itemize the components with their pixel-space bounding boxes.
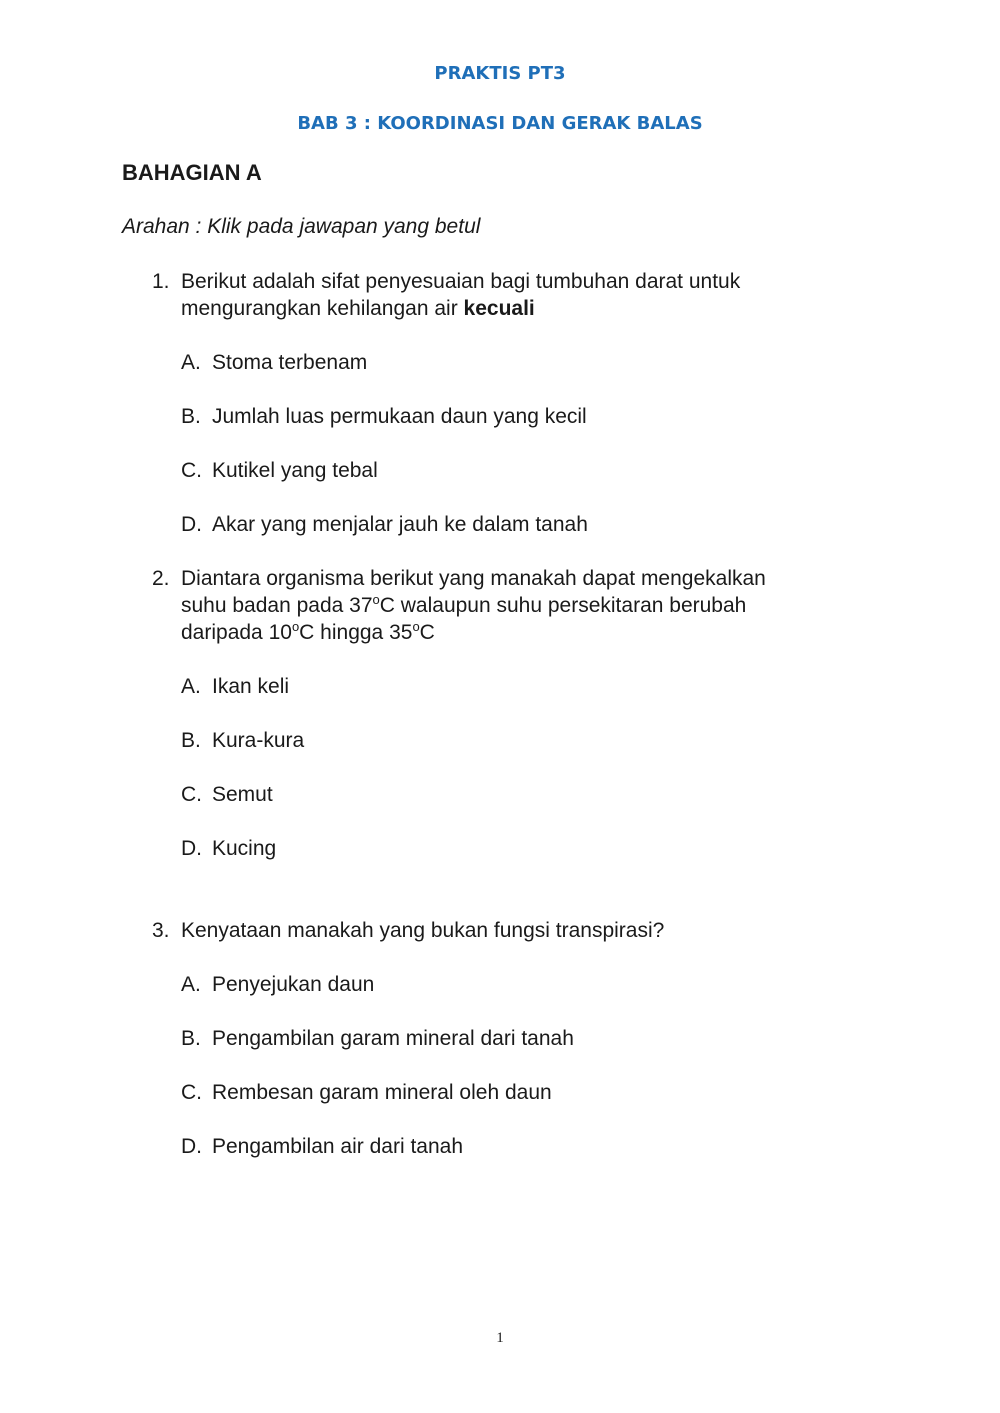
option-text: Jumlah luas permukaan daun yang kecil bbox=[212, 405, 587, 428]
chapter-title: BAB 3 : KOORDINASI DAN GERAK BALAS bbox=[297, 113, 703, 134]
answer-option[interactable] bbox=[181, 835, 276, 862]
option-letter: B. bbox=[181, 405, 201, 428]
option-text: Kutikel yang tebal bbox=[212, 459, 378, 482]
degree-symbol: o bbox=[372, 592, 380, 607]
option-letter: A. bbox=[181, 351, 201, 374]
option-text: Kura-kura bbox=[212, 729, 305, 752]
answer-option[interactable] bbox=[181, 1025, 574, 1052]
option-letter: B. bbox=[181, 729, 201, 752]
option-text: Ikan keli bbox=[212, 675, 290, 698]
option-letter: A. bbox=[181, 675, 201, 698]
instruction-text: Arahan : Klik pada jawapan yang betul bbox=[122, 215, 481, 238]
section-heading: BAHAGIAN A bbox=[122, 160, 262, 185]
option-text: Rembesan garam mineral oleh daun bbox=[212, 1081, 552, 1104]
degree-symbol: o bbox=[291, 619, 300, 634]
question-line-text: mengurangkan kehilangan air bbox=[181, 297, 464, 320]
question-line: Berikut adalah sifat penyesuaian bagi tumbuhan darat untuk bbox=[181, 270, 741, 293]
option-letter: C. bbox=[181, 1081, 202, 1104]
answer-option[interactable] bbox=[181, 403, 587, 430]
question-emphasis: kecuali bbox=[463, 297, 535, 320]
answer-option[interactable] bbox=[181, 727, 304, 754]
option-text: Akar yang menjalar jauh ke dalam tanah bbox=[212, 513, 588, 536]
question-number: 2. bbox=[152, 567, 170, 590]
question-text bbox=[181, 268, 861, 322]
question-line-text: C bbox=[419, 621, 435, 644]
option-text: Pengambilan air dari tanah bbox=[212, 1135, 463, 1158]
option-letter: B. bbox=[181, 1027, 201, 1050]
answer-option[interactable] bbox=[181, 457, 378, 484]
question-line bbox=[181, 592, 861, 619]
answer-option[interactable] bbox=[181, 511, 588, 538]
question-line-text: daripada 10 bbox=[181, 621, 292, 644]
option-text: Penyejukan daun bbox=[212, 973, 375, 996]
answer-option[interactable] bbox=[181, 349, 367, 376]
degree-symbol: o bbox=[412, 619, 420, 634]
option-letter: C. bbox=[181, 783, 202, 806]
question-line: Diantara organisma berikut yang manakah dapat mengekalkan bbox=[181, 567, 766, 590]
option-text: Pengambilan garam mineral dari tanah bbox=[212, 1027, 574, 1050]
answer-option[interactable] bbox=[181, 971, 374, 998]
page-number: 1 bbox=[496, 1330, 504, 1346]
answer-option[interactable] bbox=[181, 781, 273, 808]
question-line bbox=[181, 295, 861, 322]
question-line-text: suhu badan pada 37 bbox=[181, 594, 373, 617]
page-title: PRAKTIS PT3 bbox=[434, 63, 566, 84]
question-number: 1. bbox=[152, 270, 170, 293]
option-letter: D. bbox=[181, 1135, 202, 1158]
question-line bbox=[181, 619, 861, 646]
answer-option[interactable] bbox=[181, 1133, 463, 1160]
question-line-text: C walaupun suhu persekitaran berubah bbox=[379, 594, 747, 617]
option-letter: A. bbox=[181, 973, 201, 996]
question-line-text: C hingga 35 bbox=[299, 621, 413, 644]
option-letter: C. bbox=[181, 459, 202, 482]
option-text: Semut bbox=[212, 783, 273, 806]
answer-option[interactable] bbox=[181, 1079, 552, 1106]
question-line: Kenyataan manakah yang bukan fungsi transpirasi? bbox=[181, 919, 665, 942]
option-letter: D. bbox=[181, 513, 202, 536]
question-number: 3. bbox=[152, 919, 170, 942]
question-text bbox=[181, 917, 861, 944]
option-letter: D. bbox=[181, 837, 202, 860]
answer-option[interactable] bbox=[181, 673, 289, 700]
option-text: Stoma terbenam bbox=[212, 351, 368, 374]
option-text: Kucing bbox=[212, 837, 277, 860]
question-text bbox=[181, 565, 861, 646]
